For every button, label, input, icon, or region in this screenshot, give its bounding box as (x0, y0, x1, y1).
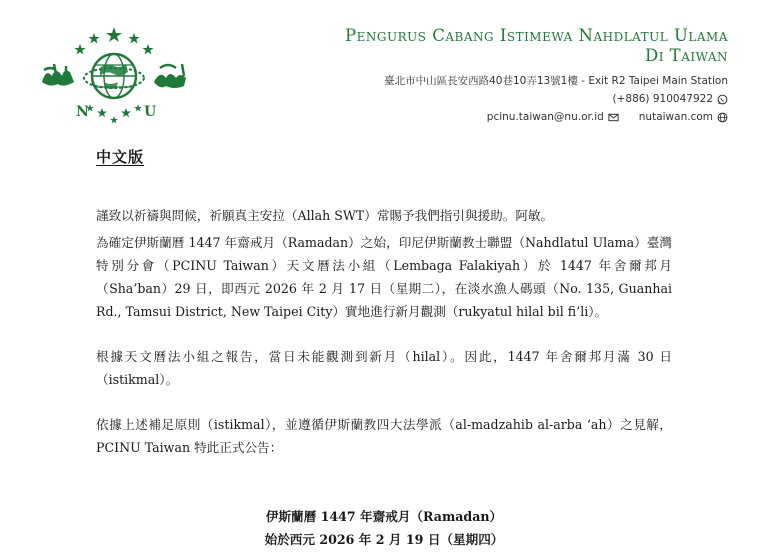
org-name-line1: Pengurus Cabang Istimewa Nahdlatul Ulama (345, 26, 728, 45)
whatsapp-icon (717, 94, 728, 105)
logo-letter-n: N (76, 104, 89, 120)
email-web-row (384, 108, 728, 126)
phone-row (384, 90, 728, 108)
organization-name (345, 26, 728, 66)
logo-letter-u: U (144, 104, 157, 120)
contact-block (384, 72, 728, 126)
org-name-line2: Di Taiwan (644, 46, 728, 65)
paragraph-announcement: 依據上述補足原則（istikmal），並遵循伊斯蘭教四大法學派（al-madzahib al-arba ‘ah）之見解，PCINU Taiwan 特此正式公告： (96, 417, 672, 455)
website-text: nutaiwan.com (638, 111, 713, 123)
paragraph-observation: 為確定伊斯蘭曆 1447 年齋戒月（Ramadan）之始，印尼伊斯蘭教士聯盟（Nahdlatul Ulama）臺灣特別分會（PCINU Taiwan）天文曆法小組（Lembaga Falakiyah）於 1447 年舍爾邦月（Sha’ban）29 日，即西元 2026 年 2 月 17 日（星期二），在淡水漁人碼頭（No. 135, Guanhai Rd., Tamsui District, New Taipei City）實地進行新月觀測（rukyatul hilal bil fi’li）。 (96, 235, 672, 319)
declaration-line1: 伊斯蘭曆 1447 年齋戒月（Ramadan） (265, 509, 503, 524)
declaration-line2: 始於西元 2026 年 2 月 19 日（星期四） (264, 532, 504, 547)
organization-logo (36, 24, 192, 124)
email-text: pcinu.taiwan@nu.or.id (486, 111, 604, 123)
address-row (384, 72, 728, 90)
paragraph-report: 根據天文曆法小組之報告，當日未能觀測到新月（hilal）。因此，1447 年舍爾邦月滿 30 日（istikmal）。 (96, 349, 672, 387)
document-body (96, 204, 672, 481)
globe-icon (717, 112, 728, 123)
declaration (0, 505, 768, 551)
phone-text: (+886) 910047922 (612, 93, 713, 105)
mail-icon (608, 112, 619, 123)
section-title: 中文版 (96, 148, 145, 166)
address-text: 臺北市中山區長安西路40巷10弄13號1樓 - Exit R2 Taipei Main Station (384, 75, 728, 87)
nahdlatul-ulama-logo-icon (36, 24, 192, 124)
paragraph-greeting: 謹致以祈禱與問候，祈願真主安拉（Allah SWT）常賜予我們指引與援助。阿敏。 (96, 208, 554, 223)
